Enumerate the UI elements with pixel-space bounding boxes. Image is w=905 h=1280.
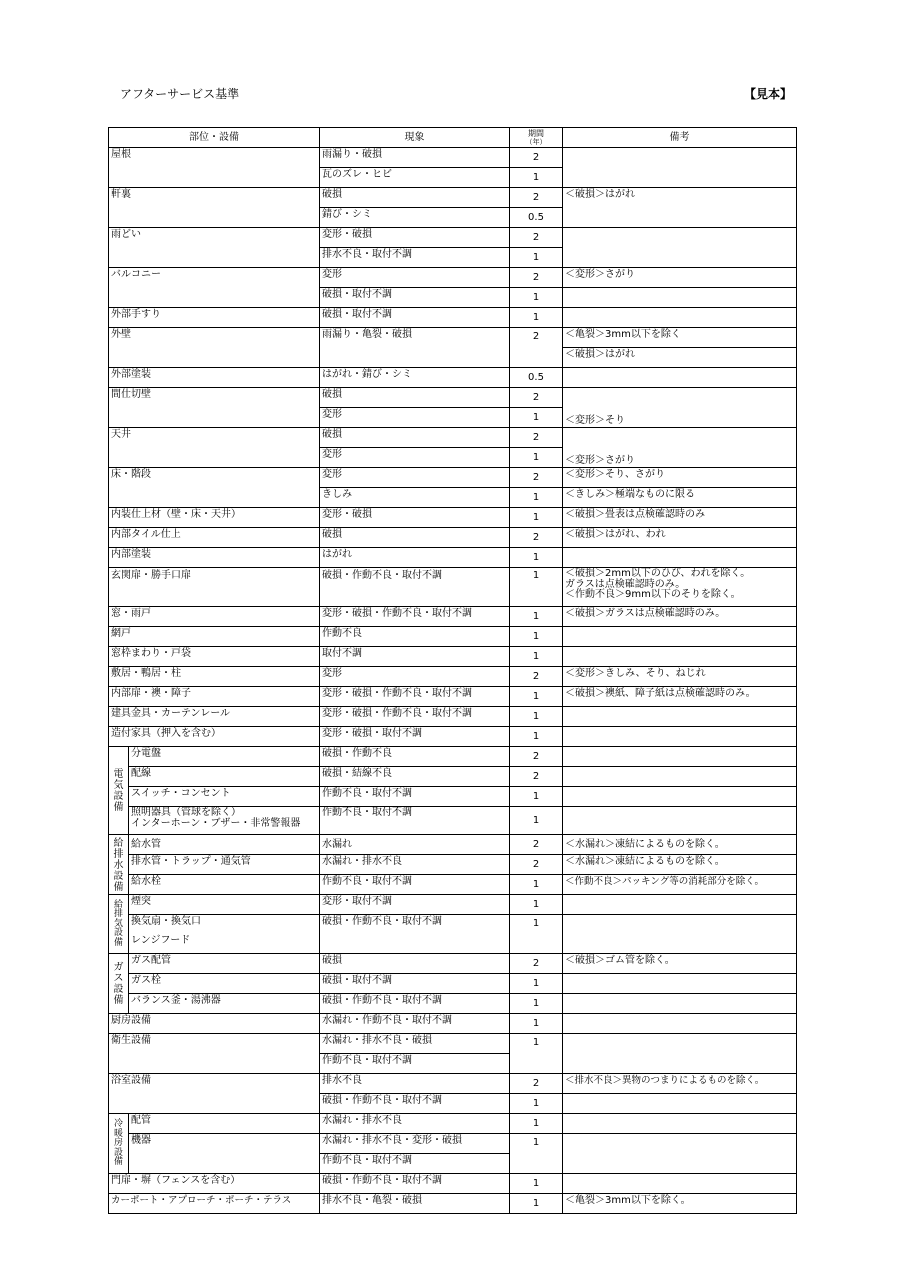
phenomenon-cell: 破損・結線不良 <box>320 767 510 787</box>
group-label-gas: ガ ス 設 備 <box>109 954 129 1014</box>
remarks-cell: ＜破損＞はがれ、われ <box>563 528 797 548</box>
remarks-cell <box>563 1034 797 1074</box>
header-period <box>510 128 563 148</box>
period-cell: 1 <box>510 448 563 468</box>
phenomenon-cell: 破損・作動不良・取付不調 <box>320 1094 510 1114</box>
phenomenon-cell: 錆び・シミ <box>320 208 510 228</box>
part-cell: 厨房設備 <box>109 1014 320 1034</box>
part-cell: 煙突 <box>129 895 320 915</box>
part-cell: レンジフード <box>129 934 320 954</box>
period-cell: 1 <box>510 288 563 308</box>
phenomenon-cell: 破損 <box>320 954 510 974</box>
phenomenon-cell: 作動不良・取付不調 <box>320 787 510 807</box>
part-cell: バルコニー <box>109 268 320 308</box>
phenomenon-cell: 変形・破損・作動不良・取付不調 <box>320 607 510 627</box>
period-cell: 2 <box>510 954 563 974</box>
header-phenomenon: 現象 <box>320 128 510 148</box>
phenomenon-cell: 破損・作動不良・取付不調 <box>320 568 510 607</box>
phenomenon-cell: 変形 <box>320 408 510 428</box>
remarks-cell: ＜変形＞そり <box>563 388 797 428</box>
remarks-cell <box>563 228 797 268</box>
phenomenon-cell: 変形・破損・取付不調 <box>320 727 510 747</box>
table-row <box>109 468 797 488</box>
period-cell: 2 <box>510 855 563 875</box>
remarks-cell: ＜破損＞襖紙、障子紙は点検確認時のみ。 <box>563 687 797 707</box>
part-line: 照明器具（管球を除く） <box>131 807 241 818</box>
table-row <box>109 747 797 767</box>
period-cell: 1 <box>510 408 563 428</box>
table-row <box>109 188 797 208</box>
sample-label: 【見本】 <box>744 87 793 101</box>
period-cell: 2 <box>510 667 563 687</box>
table-row <box>109 368 797 388</box>
period-cell: 2 <box>510 528 563 548</box>
part-cell: 衛生設備 <box>109 1034 320 1074</box>
part-cell: カーポート・アプローチ・ポーチ・テラス <box>109 1194 320 1214</box>
table-row <box>109 807 797 835</box>
period-cell: 1 <box>510 1134 563 1174</box>
table-row <box>109 508 797 528</box>
remarks-cell <box>563 1134 797 1174</box>
phenomenon-cell: 水漏れ・排水不良 <box>320 855 510 875</box>
period-cell: 1 <box>510 974 563 994</box>
part-cell: 換気扇・換気口 <box>129 915 320 935</box>
part-cell: 網戸 <box>109 627 320 647</box>
table-row <box>109 687 797 707</box>
period-cell: 0.5 <box>510 208 563 228</box>
remarks-cell <box>563 647 797 667</box>
part-cell: 敷居・鴨居・柱 <box>109 667 320 687</box>
remarks-cell: ＜変形＞さがり <box>563 428 797 468</box>
header-period-label: 期間 <box>528 129 544 138</box>
table-row <box>109 568 797 607</box>
period-cell: 1 <box>510 647 563 667</box>
remarks-cell <box>563 1114 797 1134</box>
table-row <box>109 895 797 915</box>
remarks-cell <box>563 1094 797 1114</box>
remarks-cell: ＜水漏れ＞凍結によるものを除く。 <box>563 835 797 855</box>
phenomenon-cell: きしみ <box>320 488 510 508</box>
remarks-cell <box>563 895 797 915</box>
remarks-cell: ＜作動不良＞パッキング等の消耗部分を除く。 <box>563 875 797 895</box>
table-row <box>109 548 797 568</box>
phenomenon-cell: 破損 <box>320 428 510 448</box>
table-row <box>109 1114 797 1134</box>
phenomenon-cell: 水漏れ・排水不良・破損 <box>320 1034 510 1054</box>
part-cell: 給水栓 <box>129 875 320 895</box>
period-cell: 1 <box>510 308 563 328</box>
remarks-cell: ＜変形＞そり、さがり <box>563 468 797 488</box>
phenomenon-cell: 変形 <box>320 468 510 488</box>
part-cell: 配線 <box>129 767 320 787</box>
part-cell: ガス栓 <box>129 974 320 994</box>
part-cell: ガス配管 <box>129 954 320 974</box>
remarks-cell <box>563 568 797 607</box>
phenomenon-cell: 雨漏り・亀裂・破損 <box>320 328 510 368</box>
part-cell: 間仕切壁 <box>109 388 320 428</box>
period-cell: 1 <box>510 915 563 954</box>
phenomenon-cell: 水漏れ・排水不良・変形・破損 <box>320 1134 510 1154</box>
remarks-cell: ＜破損＞はがれ <box>563 348 797 368</box>
table-row <box>109 707 797 727</box>
remarks-cell <box>563 807 797 835</box>
part-cell: 軒裏 <box>109 188 320 228</box>
table-row <box>109 1174 797 1194</box>
period-cell: 1 <box>510 1014 563 1034</box>
phenomenon-cell: 排水不良 <box>320 1074 510 1094</box>
period-cell: 1 <box>510 807 563 835</box>
remarks-line: ＜作動不良＞9mm以下のそりを除く。 <box>565 589 741 600</box>
group-label-hvac: 冷 暖 房 設 備 <box>109 1114 129 1174</box>
phenomenon-cell: 破損・作動不良・取付不調 <box>320 915 510 954</box>
period-cell: 1 <box>510 1114 563 1134</box>
phenomenon-cell: 作動不良 <box>320 627 510 647</box>
table-row <box>109 627 797 647</box>
table-row <box>109 1194 797 1214</box>
table-row <box>109 1034 797 1054</box>
phenomenon-cell: 作動不良・取付不調 <box>320 875 510 895</box>
remarks-cell: ＜変形＞さがり <box>563 268 797 288</box>
period-cell: 1 <box>510 727 563 747</box>
remarks-cell <box>563 994 797 1014</box>
period-cell: 1 <box>510 248 563 268</box>
phenomenon-cell: 破損 <box>320 388 510 408</box>
part-cell <box>129 807 320 835</box>
period-cell: 1 <box>510 1194 563 1214</box>
phenomenon-cell: 取付不調 <box>320 647 510 667</box>
table-row <box>109 1014 797 1034</box>
period-cell: 0.5 <box>510 368 563 388</box>
group-label-ventilation: 給 排 気 設 備 <box>109 895 129 954</box>
part-cell: 造付家具（押入を含む） <box>109 727 320 747</box>
period-cell: 2 <box>510 1074 563 1094</box>
remarks-cell <box>563 1174 797 1194</box>
period-cell: 1 <box>510 607 563 627</box>
phenomenon-cell: 変形・破損・作動不良・取付不調 <box>320 707 510 727</box>
table-header-row <box>109 128 797 148</box>
remarks-cell <box>563 627 797 647</box>
period-cell: 1 <box>510 508 563 528</box>
table-row <box>109 647 797 667</box>
phenomenon-cell: 瓦のズレ・ヒビ <box>320 168 510 188</box>
part-cell: バランス釜・湯沸器 <box>129 994 320 1014</box>
phenomenon-cell: 変形・破損 <box>320 508 510 528</box>
phenomenon-cell: 破損・取付不調 <box>320 288 510 308</box>
group-label-electrical: 電 気 設 備 <box>109 747 129 835</box>
part-cell: 玄関扉・勝手口扉 <box>109 568 320 607</box>
remarks-cell: ＜破損＞畳表は点検確認時のみ <box>563 508 797 528</box>
period-cell: 2 <box>510 328 563 368</box>
phenomenon-cell: 作動不良・取付不調 <box>320 1054 510 1074</box>
remarks-cell <box>563 727 797 747</box>
period-cell: 1 <box>510 895 563 915</box>
part-cell: 床・階段 <box>109 468 320 508</box>
phenomenon-cell: 破損 <box>320 528 510 548</box>
header-part: 部位・設備 <box>109 128 320 148</box>
remarks-line: ガラスは点検確認時のみ。 <box>565 578 686 590</box>
remarks-cell: ＜破損＞ガラスは点検確認時のみ。 <box>563 607 797 627</box>
phenomenon-cell: 破損・作動不良・取付不調 <box>320 1174 510 1194</box>
phenomenon-cell: 水漏れ・作動不良・取付不調 <box>320 1014 510 1034</box>
table-row <box>109 994 797 1014</box>
part-cell: 給水管 <box>129 835 320 855</box>
table-row <box>109 268 797 288</box>
period-cell: 1 <box>510 687 563 707</box>
phenomenon-cell: 排水不良・亀裂・破損 <box>320 1194 510 1214</box>
table-row <box>109 607 797 627</box>
phenomenon-cell: 排水不良・取付不調 <box>320 248 510 268</box>
header-period-unit: （年） <box>525 138 547 146</box>
part-cell: 内部扉・襖・障子 <box>109 687 320 707</box>
table-row <box>109 528 797 548</box>
part-cell: 外部塗装 <box>109 368 320 388</box>
table-row <box>109 328 797 348</box>
period-cell: 2 <box>510 268 563 288</box>
part-cell: 屋根 <box>109 148 320 188</box>
remarks-cell: ＜きしみ＞極端なものに限る <box>563 488 797 508</box>
table-row <box>109 875 797 895</box>
remarks-cell <box>563 915 797 954</box>
phenomenon-cell: 変形・取付不調 <box>320 895 510 915</box>
table-row <box>109 915 797 935</box>
table-row <box>109 855 797 875</box>
period-cell: 2 <box>510 188 563 208</box>
part-cell: 分電盤 <box>129 747 320 767</box>
period-cell: 1 <box>510 707 563 727</box>
remarks-cell <box>563 787 797 807</box>
remarks-cell: ＜亀裂＞3mm以下を除く <box>563 328 797 348</box>
header-remarks: 備考 <box>563 128 797 148</box>
table-row <box>109 388 797 408</box>
phenomenon-cell: 変形 <box>320 448 510 468</box>
part-cell: 窓・雨戸 <box>109 607 320 627</box>
part-cell: 天井 <box>109 428 320 468</box>
part-line: インターホーン・ブザー・非常警報器 <box>131 818 301 829</box>
part-cell: 内部塗装 <box>109 548 320 568</box>
period-cell: 1 <box>510 1034 563 1074</box>
phenomenon-cell: 破損・作動不良 <box>320 747 510 767</box>
period-cell: 2 <box>510 388 563 408</box>
remarks-cell <box>563 148 797 188</box>
period-cell: 1 <box>510 994 563 1014</box>
phenomenon-cell: 破損・作動不良・取付不調 <box>320 994 510 1014</box>
phenomenon-cell: 破損・取付不調 <box>320 308 510 328</box>
table-row <box>109 148 797 168</box>
remarks-cell <box>563 707 797 727</box>
part-cell: 外壁 <box>109 328 320 368</box>
phenomenon-cell: 水漏れ <box>320 835 510 855</box>
remarks-cell: ＜破損＞はがれ <box>563 188 797 228</box>
period-cell: 1 <box>510 168 563 188</box>
table-row <box>109 835 797 855</box>
period-cell: 1 <box>510 568 563 607</box>
part-cell: 機器 <box>129 1134 320 1174</box>
period-cell: 1 <box>510 875 563 895</box>
remarks-cell: ＜変形＞きしみ、そり、ねじれ <box>563 667 797 687</box>
table-row <box>109 1134 797 1154</box>
remarks-cell <box>563 767 797 787</box>
remarks-cell <box>563 308 797 328</box>
table-row <box>109 1074 797 1094</box>
part-cell: スイッチ・コンセント <box>129 787 320 807</box>
part-cell: 建具金具・カーテンレール <box>109 707 320 727</box>
table-row <box>109 727 797 747</box>
period-cell: 1 <box>510 1174 563 1194</box>
phenomenon-cell: 雨漏り・破損 <box>320 148 510 168</box>
group-label-water: 給 排 水 設 備 <box>109 835 129 895</box>
period-cell: 1 <box>510 548 563 568</box>
part-cell: 浴室設備 <box>109 1074 320 1114</box>
remarks-cell <box>563 974 797 994</box>
period-cell: 1 <box>510 627 563 647</box>
part-cell: 雨どい <box>109 228 320 268</box>
period-cell: 2 <box>510 747 563 767</box>
period-cell: 2 <box>510 835 563 855</box>
part-cell: 外部手すり <box>109 308 320 328</box>
phenomenon-cell: 破損 <box>320 188 510 208</box>
phenomenon-cell: 変形・破損・作動不良・取付不調 <box>320 687 510 707</box>
document-title: アフターサービス基準 <box>120 87 240 101</box>
phenomenon-cell: 作動不良・取付不調 <box>320 1154 510 1174</box>
phenomenon-cell: 変形・破損 <box>320 228 510 248</box>
period-cell: 2 <box>510 228 563 248</box>
table-row <box>109 228 797 248</box>
phenomenon-cell: 変形 <box>320 667 510 687</box>
part-cell: 窓枠まわり・戸袋 <box>109 647 320 667</box>
part-cell: 排水管・トラップ・通気管 <box>129 855 320 875</box>
phenomenon-cell: はがれ <box>320 548 510 568</box>
table-row <box>109 767 797 787</box>
period-cell: 2 <box>510 468 563 488</box>
table-row <box>109 428 797 448</box>
table-row <box>109 787 797 807</box>
remarks-cell: ＜亀裂＞3mm以下を除く。 <box>563 1194 797 1214</box>
phenomenon-cell: 水漏れ・排水不良 <box>320 1114 510 1134</box>
remarks-cell <box>563 1014 797 1034</box>
period-cell: 2 <box>510 428 563 448</box>
part-cell: 内部タイル仕上 <box>109 528 320 548</box>
remarks-cell <box>563 548 797 568</box>
phenomenon-cell: 変形 <box>320 268 510 288</box>
period-cell: 1 <box>510 1094 563 1114</box>
period-cell: 2 <box>510 767 563 787</box>
period-cell: 1 <box>510 787 563 807</box>
part-cell: 内装仕上材（壁・床・天井） <box>109 508 320 528</box>
after-service-standard-table <box>108 127 797 1214</box>
period-cell: 1 <box>510 488 563 508</box>
table-row <box>109 308 797 328</box>
remarks-cell: ＜水漏れ＞凍結によるものを除く。 <box>563 855 797 875</box>
remarks-line: ＜破損＞2mm以下のひび、われを除く。 <box>565 568 751 579</box>
remarks-cell <box>563 747 797 767</box>
table-row <box>109 667 797 687</box>
table-row <box>109 974 797 994</box>
phenomenon-cell: 破損・取付不調 <box>320 974 510 994</box>
remarks-cell <box>563 368 797 388</box>
part-cell: 門扉・塀（フェンスを含む） <box>109 1174 320 1194</box>
table-row <box>109 954 797 974</box>
phenomenon-cell: はがれ・錆び・シミ <box>320 368 510 388</box>
period-cell: 2 <box>510 148 563 168</box>
remarks-cell <box>563 288 797 308</box>
remarks-cell: ＜破損＞ゴム管を除く。 <box>563 954 797 974</box>
phenomenon-cell: 作動不良・取付不調 <box>320 807 510 835</box>
part-cell: 配管 <box>129 1114 320 1134</box>
remarks-cell: ＜排水不良＞異物のつまりによるものを除く。 <box>563 1074 797 1094</box>
